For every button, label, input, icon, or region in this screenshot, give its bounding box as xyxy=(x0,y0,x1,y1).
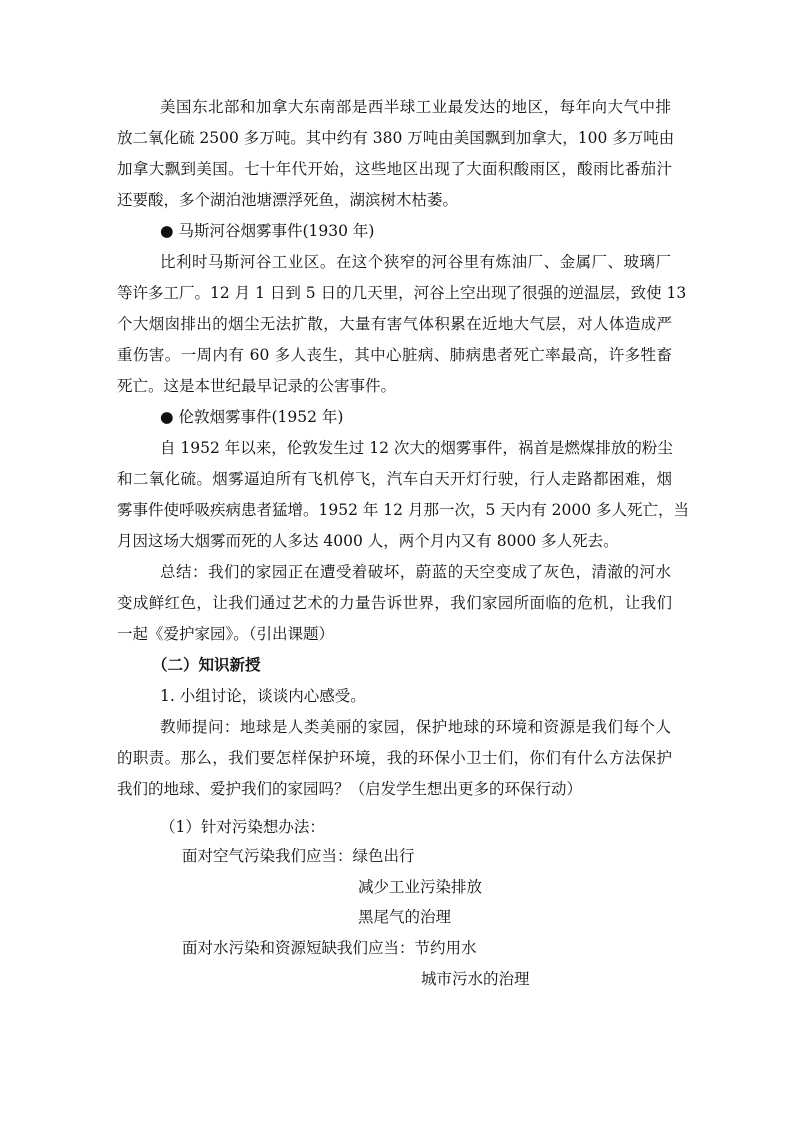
water-pollution-line xyxy=(182,938,477,958)
paragraph-line: 的职责。那么，我们要怎样保护环境，我的环保小卫士们，你们有什么方法保护 xyxy=(117,749,672,767)
bullet-icon: ● xyxy=(160,408,174,426)
air-action: 绿色出行 xyxy=(352,847,415,865)
event-heading: 伦敦烟雾事件(1952 年) xyxy=(178,408,344,426)
paragraph-line: 教师提问：地球是人类美丽的家园，保护地球的环境和资源是我们每个人 xyxy=(160,718,671,736)
event-heading: 马斯河谷烟雾事件(1930 年) xyxy=(178,222,375,240)
air-action: 减少工业污染排放 xyxy=(358,878,483,896)
paragraph-line: 加拿大飘到美国。七十年代开始，这些地区出现了大面积酸雨区，酸雨比番茄汁 xyxy=(117,160,672,178)
paragraph-line: 还要酸，多个湖泊池塘漂浮死鱼，湖滨树木枯萎。 xyxy=(117,191,459,209)
summary-line: 总结：我们的家园正在遭受着破坏，蔚蓝的天空变成了灰色，清澈的河水 xyxy=(160,563,671,581)
air-pollution-line xyxy=(182,846,415,866)
paragraph-line: 月因这场大烟雾而死的人多达 4000 人，两个月内又有 8000 多人死去。 xyxy=(117,532,619,550)
paragraph-line: 重伤害。一周内有 60 多人丧生，其中心脏病、肺病患者死亡率最高，许多牲畜 xyxy=(117,346,672,364)
paragraph-line: 和二氧化硫。烟雾逼迫所有飞机停飞，汽车白天开灯行驶，行人走路都困难，烟 xyxy=(117,470,672,488)
paragraph-line: 我们的地球、爱护我们的家园吗？（启发学生想出更多的环保行动） xyxy=(117,780,583,798)
air-prefix: 面对空气污染我们应当： xyxy=(182,847,353,865)
summary-line: 一起《爱护家园》。（引出课题） xyxy=(117,625,335,643)
bullet-heading xyxy=(160,221,374,241)
bullet-heading xyxy=(160,407,343,427)
section-title: （二）知识新授 xyxy=(152,655,261,674)
water-prefix: 面对水污染和资源短缺我们应当： xyxy=(182,939,415,957)
paragraph-line: 雾事件使呼吸疾病患者猛增。1952 年 12 月那一次，5 天内有 2000 多人死亡，当 xyxy=(117,501,690,519)
paragraph-line: 放二氧化硫 2500 多万吨。其中约有 380 万吨由美国飘到加拿大，100 多万吨由 xyxy=(117,129,675,147)
summary-line: 变成鲜红色，让我们通过艺术的力量告诉世界，我们家园所面临的危机，让我们 xyxy=(117,594,672,612)
paragraph-line: 等许多工厂。12 月 1 日到 5 日的几天里，河谷上空出现了很强的逆温层，致使 13 xyxy=(117,284,687,302)
water-action: 城市污水的治理 xyxy=(421,970,530,988)
air-action: 黑尾气的治理 xyxy=(358,908,452,926)
water-action: 节约用水 xyxy=(414,939,477,957)
paragraph-line: 个大烟囱排出的烟尘无法扩散，大量有害气体积累在近地大气层，对人体造成严 xyxy=(117,315,672,333)
list-item: 1. 小组讨论，谈谈内心感受。 xyxy=(160,687,366,705)
paragraph-line: 美国东北部和加拿大东南部是西半球工业最发达的地区，每年向大气中排 xyxy=(160,98,671,116)
bullet-icon: ● xyxy=(160,222,174,240)
sub-item: （1）针对污染想办法： xyxy=(160,818,325,836)
paragraph-line: 死亡。这是本世纪最早记录的公害事件。 xyxy=(117,377,397,395)
paragraph-line: 比利时马斯河谷工业区。在这个狭窄的河谷里有炼油厂、金属厂、玻璃厂 xyxy=(160,253,671,271)
paragraph-line: 自 1952 年以来，伦敦发生过 12 次大的烟雾事件，祸首是燃煤排放的粉尘 xyxy=(160,439,673,457)
